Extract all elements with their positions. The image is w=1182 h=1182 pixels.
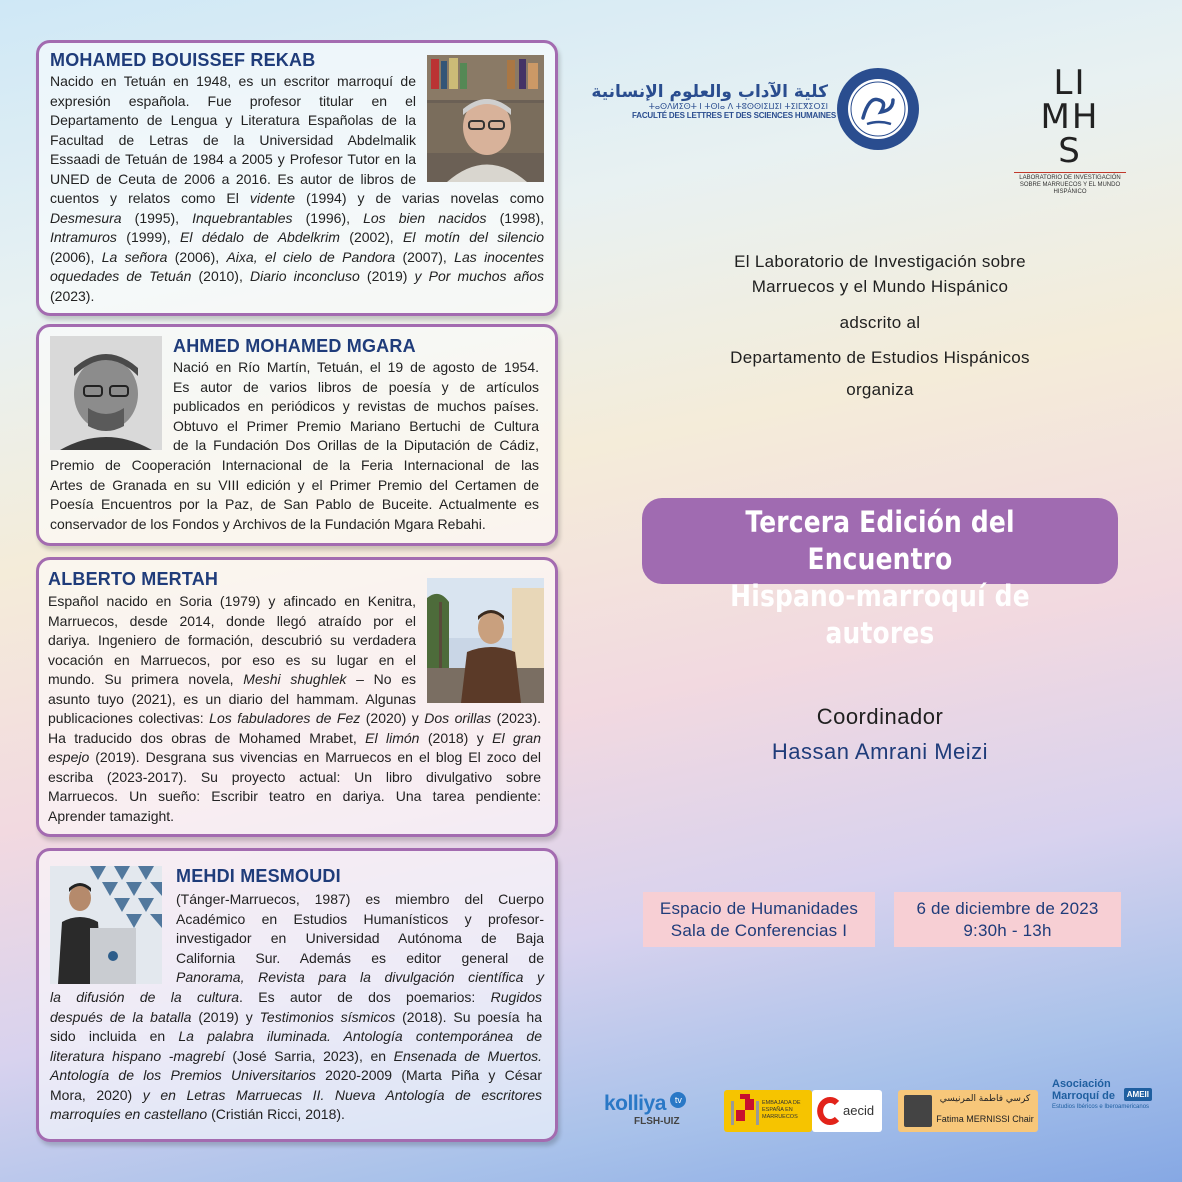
- kolliya-logo: [604, 1092, 714, 1132]
- chair-name: Fatima MERNISSI Chair: [936, 1114, 1034, 1124]
- organizer-line-1: El Laboratorio de Investigación sobre: [734, 252, 1026, 271]
- organizer-line-2: Marruecos y el Mundo Hispánico: [751, 277, 1009, 296]
- ameii-badge: AMEII: [1124, 1088, 1152, 1101]
- limhs-logo-mark: LIMHS: [1040, 63, 1100, 171]
- mernissi-portrait: [904, 1095, 932, 1127]
- author-name: AHMED MOHAMED MGARA: [173, 336, 416, 356]
- spain-coat-of-arms-icon: [730, 1093, 760, 1129]
- author-photo: [50, 866, 162, 984]
- faculty-logo: [591, 82, 836, 136]
- kolliya-subtitle: FLSH-UIZ: [634, 1116, 680, 1127]
- ameii-subtitle: Estudios Ibéricos e Iberoamericanos: [1052, 1104, 1150, 1110]
- organizer-line-3: adscrito al: [839, 313, 921, 332]
- author-name: ALBERTO MERTAH: [48, 569, 219, 589]
- coordinator-name: Hassan Amrani Meizi: [771, 739, 989, 764]
- kolliya-wordmark: kolliya: [604, 1092, 666, 1115]
- aecid-logo: [812, 1090, 882, 1132]
- organizer-line-5: organiza: [846, 380, 914, 399]
- aecid-c-icon: [817, 1097, 841, 1125]
- university-seal: [835, 66, 921, 152]
- limhs-subtitle: LABORATORIO DE INVESTIGACIÓN SOBRE MARRUECOS Y EL MUNDO HISPÁNICO: [1014, 172, 1126, 196]
- venue-box: [643, 892, 875, 947]
- ameii-title: Asociación Marroquí de: [1052, 1078, 1115, 1102]
- chair-arabic: كرسي فاطمة المرنيسي: [939, 1094, 1031, 1104]
- venue-line-1: Espacio de Humanidades: [659, 899, 859, 918]
- time-line: 9:30h - 13h: [963, 921, 1052, 940]
- embassy-text: EMBAJADA DE ESPAÑA EN MARRUECOS: [762, 1100, 801, 1120]
- limhs-logo: [1014, 63, 1126, 195]
- author-bio: Nació en Río Martín, Tetuán, el 19 de agosto de 1954. Es autor de varios libros de poesía y de artículos publicados en periódicos y revistas de muchos países. Obtuvo el Primer Premio Mariano Bertuchi de Cultura de la Fundación Dos Orillas de la Diputación de Cádiz,: [173, 359, 539, 453]
- date-line-1: 6 de diciembre de 2023: [916, 899, 1099, 918]
- venue-line-2: Sala de Conferencias I: [670, 921, 848, 940]
- kolliya-tv-badge: tv: [670, 1092, 686, 1108]
- event-title-line-2: Hispano-marroquí de autores: [730, 579, 1030, 650]
- aecid-wordmark: aecid: [843, 1103, 875, 1118]
- faculty-tifinagh-name: ⵜⴰⵙⴷⵍⵉⵙⵜ ⵏ ⵜⵙⵏⴰ ⴷ ⵜⵓⵙⵙⵏⵉⵡⵉⵏ ⵜⵉⵏⵎⴳⵉⵔⵉⵏ: [648, 102, 828, 111]
- faculty-arabic-name: كلية الآداب والعلوم الإنسانية: [591, 82, 828, 102]
- author-bio: Nacido en Tetuán en 1948, es un escritor marroquí de expresión española. Fue profesor titular en el Departamento de Lengua y Literatura Españolas de la Facultad de Letras de la Universidad Abdelmalik Essaadi de Tetuán de 1984 a 2005 y Profesor Tutor en la UNED de Ceuta de 2006 a 2016. Es autor de libros de: [50, 73, 416, 187]
- university-seal-icon: [835, 66, 921, 152]
- coordinator-label: Coordinador: [816, 704, 944, 729]
- organizer-line-4: Departamento de Estudios Hispánicos: [730, 348, 1030, 367]
- author-bio-continued: Premio de Cooperación Internacional de la Feria Internacional de las Artes de Granada en su VIII edición y el Primer Premio del Certamen de Poesía Encuentros por la Paz, de San Pablo de Buceite. Actualmente es conservador de los Fondos y Archivos de la Fundación Mgara Rebahi.: [50, 457, 539, 532]
- faculty-french-name: FACULTÉ DES LETTRES ET DES SCIENCES HUMAINES: [632, 111, 836, 120]
- ameii-logo: [1052, 1078, 1156, 1138]
- author-name: MEHDI MESMOUDI: [176, 866, 341, 886]
- event-title-line-1: Tercera Edición del Encuentro: [745, 505, 1015, 576]
- mernissi-chair-logo: [898, 1090, 1038, 1132]
- author-photo: [50, 336, 162, 450]
- date-box: [894, 892, 1121, 947]
- author-bio: Español nacido en Soria (1979) y afincado en Kenitra, Marruecos, desde 2014, donde llegó atraído por el dariya. Ingeniero de formación, descubrió su verdadera vocación en Marruecos, por eso es su lugar en el mundo. Su primera novela, Meshi shughlek – No es asunto tuyo (2021), es un diario del hammam. Algunas: [48, 593, 417, 707]
- author-bio-continued: publicaciones colectivas: Los fabuladores de Fez (2020) y Dos orillas (2023). Ha traducido dos obras de Mohamed Mrabet, El limón (2018) y El gran espejo (2019). Desgrana sus vivencias en Marruecos en el blog El zoco del escriba (2023-2017). Su proyecto actual: Un libro divulgativo sobre Marruecos. Un sueño: Escribir teatro en dariya. Una tarea pendiente: Aprender tamazight.: [48, 710, 542, 824]
- author-photo: [427, 578, 544, 703]
- author-bio-continued: cuentos y relatos como El vidente (1994) y de varias novelas como Desmesura (1995), Inquebrantables (1996), Los bien nacidos (1998), Intramuros (1999), El dédalo de Abdelkrim (2002), El motín del silencio (2006), La señora (2006), Aixa, el cielo de Pandora (2007), Las inocentes oquedades de Tetuán (2010), Diario inconcluso (2019) y Por muchos años (2023).: [50, 190, 545, 304]
- event-title-banner: [642, 498, 1118, 650]
- embassy-logo: [724, 1090, 812, 1132]
- author-bio: (Tánger-Marruecos, 1987) es miembro del Cuerpo Académico en Estudios Humanísticos y profesor- investigador en Universidad Autónoma de Baja California Sur. Además es editor general de Panorama, Revista para la divulgación científica y: [176, 891, 544, 985]
- author-photo: [427, 55, 544, 182]
- author-bio-continued: la difusión de la cultura. Es autor de dos poemarios: Rugidos después de la batalla (2019) y Testimonios sísmicos (2018). Su poesía ha sido incluida en La palabra iluminada. Antología contemporánea de literatura hispano -magrebí (José Sarria, 2023), en Ensenada de Muertos. Antología de los Premios Universitarios 2020-2009 (Marta Piña y César Mora, 2020) y en Letras Marruecas II. Nueva Antología de escritores marroquíes en castellano (Cristián Ricci, 2018).: [50, 989, 543, 1122]
- author-name: MOHAMED BOUISSEF REKAB: [50, 50, 316, 70]
